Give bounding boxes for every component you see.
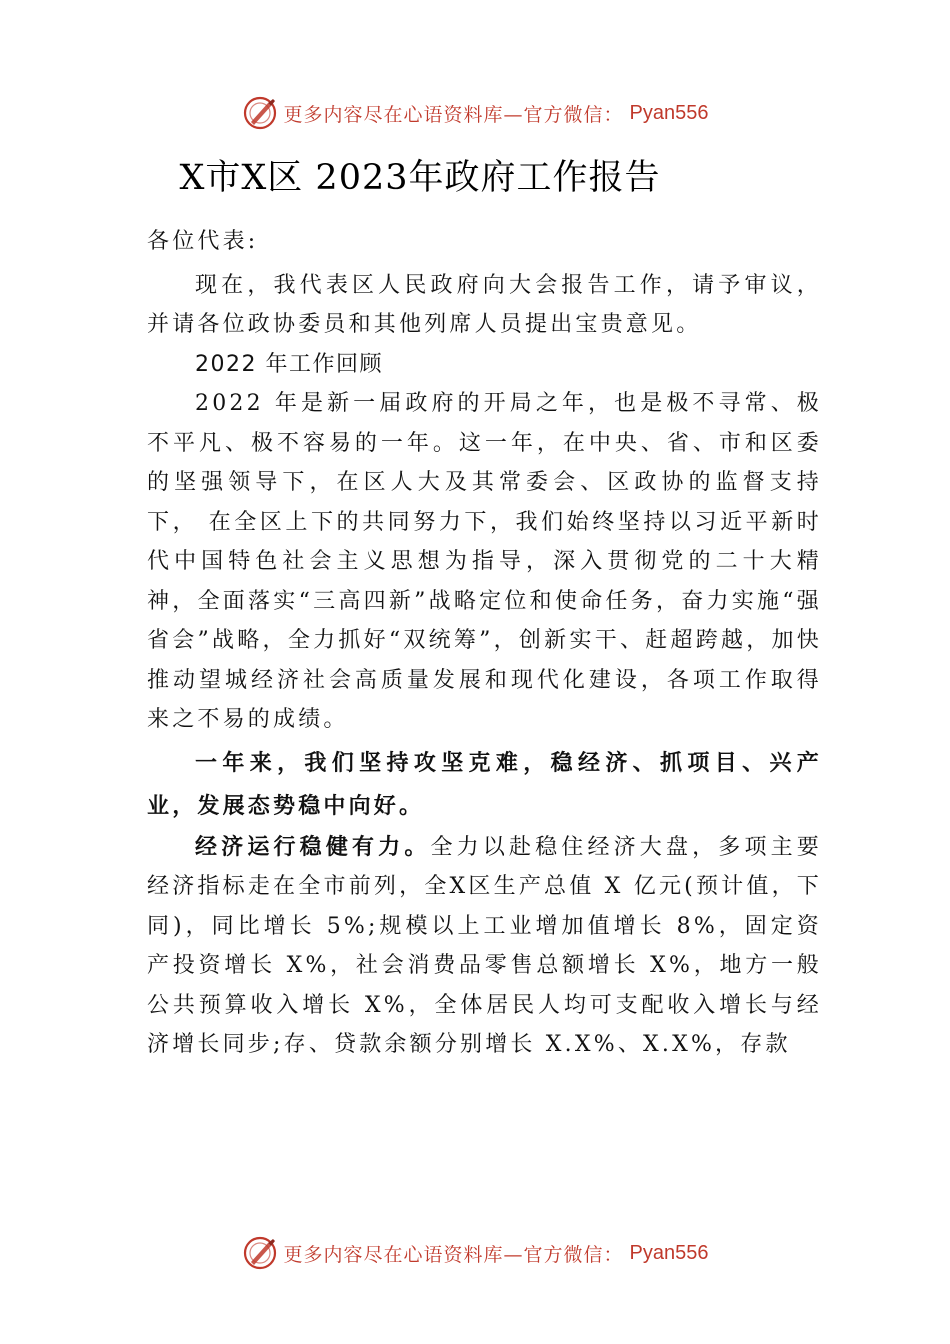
watermark-text: 更多内容尽在心语资料库—官方微信：	[283, 103, 624, 126]
pen-seal-icon	[242, 95, 278, 131]
review-paragraph: 2022 年是新一届政府的开局之年，也是极不寻常、极不平凡、极不容易的一年。这一年，在中央、省、市和区委的坚强领导下，在区人大及其常委会、区政协的监督支持下， 在全区上下的共同努力下，我们始终坚持以习近平新时代中国特色社会主义思想为指导，深入贯彻党的二十大精神，全面落实“三高四新”战略定位和使命任务，奋力实施“强省会”战略，全力抓好“双统筹”，创新实干、赶超跨越，加快推动望城经济社会高质量发展和现代化建设，各项工作取得来之不易的成绩。	[147, 391, 822, 732]
pen-seal-icon	[242, 1235, 278, 1271]
document-title: X市X区 2023年政府工作报告	[179, 158, 661, 198]
intro-paragraph: 现在，我代表区人民政府向大会报告工作，请予审议，并请各位政协委员和其他列席人员提出宝贵意见。	[147, 272, 822, 337]
watermark-wechat-id: Pyan556	[629, 101, 709, 124]
greeting: 各位代表:	[147, 229, 259, 254]
document-body	[147, 222, 822, 1065]
economy-body: 全力以赴稳住经济大盘，多项主要经济指标走在全市前列，全X区生产总值 X 亿元(预计值，下同)，同比增长 5%;规模以上工业增加值增长 8%，固定资产投资增长 X%，社会消费品零售总额增长 X%，地方一般公共预算收入增长 X%，全体居民人均可支配收入增长与经济增长同步;存、贷款余额分别增长 X.X%、X.X%，存款	[147, 834, 822, 1057]
economy-lead: 经济运行稳健有力。	[195, 833, 431, 860]
watermark-text: 更多内容尽在心语资料库—官方微信：	[283, 1243, 624, 1266]
section-heading: 2022 年工作回顾	[195, 351, 383, 377]
watermark-wechat-id: Pyan556	[629, 1241, 709, 1264]
watermark-footer	[0, 1235, 950, 1271]
bold-summary-paragraph: 一年来，我们坚持攻坚克难，稳经济、抓项目、兴产业，发展态势稳中向好。	[147, 749, 822, 819]
economy-paragraph	[147, 828, 822, 1065]
watermark-header	[0, 95, 950, 131]
